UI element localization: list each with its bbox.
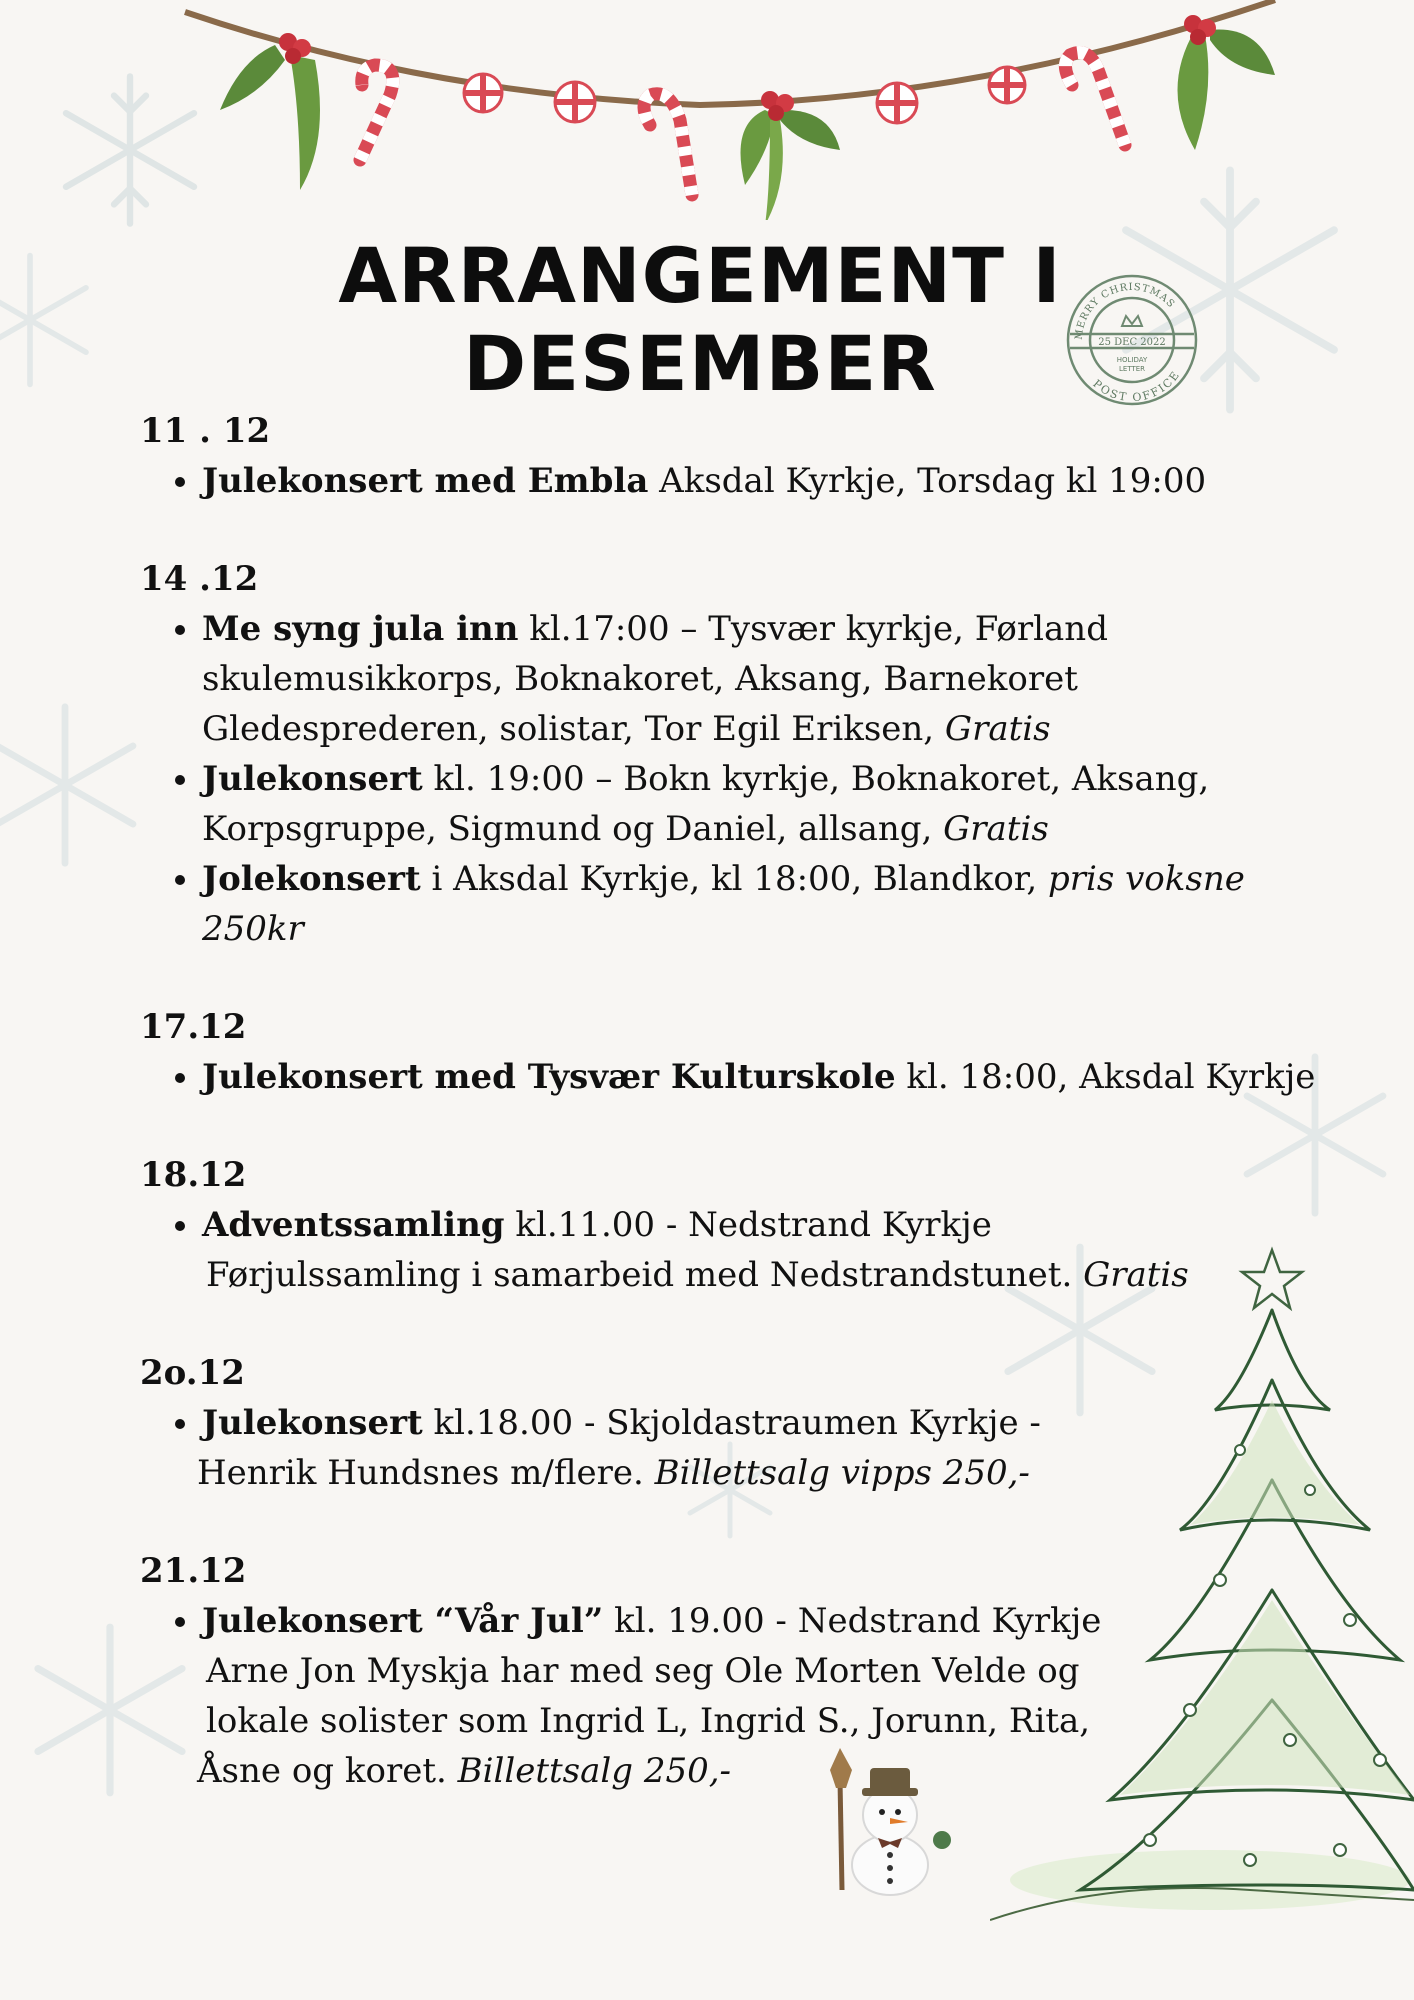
peppermint-icon: [989, 67, 1025, 103]
event-details: Aksdal Kyrkje, Torsdag kl 19:00: [648, 461, 1207, 501]
event-details: kl. 18:00, Aksdal Kyrkje: [895, 1057, 1316, 1097]
event-item: [202, 1596, 1320, 1646]
event-note: [140, 1250, 1320, 1300]
event-note-text: Åsne og koret.: [197, 1751, 458, 1791]
event-item: [202, 604, 1320, 754]
event-price: Gratis: [944, 709, 1051, 749]
event-date: 11 . 12: [140, 411, 271, 451]
event-item: [202, 456, 1320, 506]
peppermint-icon: [555, 82, 595, 122]
candy-cane-icon: [644, 94, 692, 195]
svg-text:25 DEC 2022: 25 DEC 2022: [1098, 337, 1166, 348]
svg-text:LETTER: LETTER: [1118, 365, 1146, 373]
event-item: [202, 1052, 1320, 1102]
event-title: Julekonsert “Vår Jul”: [202, 1601, 604, 1641]
holly-icon: [1178, 15, 1276, 150]
event-item: [202, 1200, 1320, 1250]
event-item: [202, 1398, 1320, 1448]
event-price: Billettsalg vipps 250,-: [654, 1453, 1030, 1493]
event-title: Julekonsert med Tysvær Kulturskole: [202, 1057, 896, 1097]
svg-text:MERRY CHRISTMAS: MERRY CHRISTMAS: [1073, 281, 1177, 341]
svg-text:POST OFFICE: POST OFFICE: [1090, 367, 1183, 405]
event-details: i Aksdal Kyrkje, kl 18:00, Blandkor,: [420, 859, 1048, 899]
event-details: kl. 19:00 – Bokn kyrkje, Boknakoret, Aksang, Korpsgruppe, Sigmund og Daniel, allsang,: [202, 759, 1210, 849]
holly-icon: [741, 91, 841, 220]
event-item: [202, 854, 1320, 954]
event-price: Gratis: [1083, 1255, 1189, 1295]
event-details: kl.17:00 – Tysvær kyrkje, Førland skulemusikkorps, Boknakoret, Aksang, Barnekoret Gledesprederen, solistar, Tor Egil Eriksen,: [202, 609, 1108, 749]
event-note-text: Henrik Hundsnes m/flere.: [197, 1453, 655, 1493]
event-title: Julekonsert med Embla: [202, 461, 649, 501]
page-title: [300, 232, 1100, 408]
svg-text:HOLIDAY: HOLIDAY: [1116, 356, 1148, 364]
event-section: [140, 406, 1320, 506]
peppermint-icon: [877, 83, 917, 123]
peppermint-icon: [464, 74, 502, 112]
event-title: Jolekonsert: [202, 859, 421, 899]
title-line-2: DESEMBER: [463, 319, 937, 408]
title-line-1: ARRANGEMENT I: [338, 231, 1062, 320]
event-section: [140, 1150, 1320, 1300]
christmas-garland: [0, 0, 1414, 220]
candy-cane-icon: [360, 65, 393, 160]
event-date: 21.12: [140, 1551, 247, 1591]
holly-icon: [220, 33, 320, 190]
event-note: lokale solister som Ingrid L, Ingrid S., Jorunn, Rita,: [206, 1701, 1091, 1741]
event-title: Julekonsert: [202, 1403, 423, 1443]
event-date: 17.12: [140, 1007, 247, 1047]
event-details: kl. 19.00 - Nedstrand Kyrkje: [603, 1601, 1102, 1641]
event-title: Me syng jula inn: [202, 609, 519, 649]
candy-cane-icon: [1065, 53, 1125, 146]
event-section: [140, 1546, 1320, 1796]
event-date: 14 .12: [140, 559, 259, 599]
event-details: kl.18.00 - Skjoldastraumen Kyrkje -: [422, 1403, 1041, 1443]
event-list: [140, 406, 1320, 1844]
event-note-text: Førjulssamling i samarbeid med Nedstrandstunet.: [206, 1255, 1084, 1295]
event-price: pris voksne 250kr: [202, 859, 1245, 949]
event-date: 18.12: [140, 1155, 247, 1195]
snowflake-icon: [0, 700, 150, 870]
event-details: kl.11.00 - Nedstrand Kyrkje: [504, 1205, 992, 1245]
event-date: 2o.12: [140, 1353, 245, 1393]
event-section: [140, 1348, 1320, 1498]
event-item: [202, 754, 1320, 854]
event-note: [140, 1746, 1320, 1796]
event-title: Adventssamling: [202, 1205, 505, 1245]
event-note: [140, 1448, 1320, 1498]
event-price: Billettsalg 250,-: [457, 1751, 732, 1791]
event-section: [140, 1002, 1320, 1102]
event-title: Julekonsert: [202, 759, 423, 799]
event-section: [140, 554, 1320, 954]
event-note: Arne Jon Myskja har med seg Ole Morten Velde og: [206, 1651, 1080, 1691]
event-price: Gratis: [943, 809, 1049, 849]
snowflake-icon: [0, 250, 100, 390]
